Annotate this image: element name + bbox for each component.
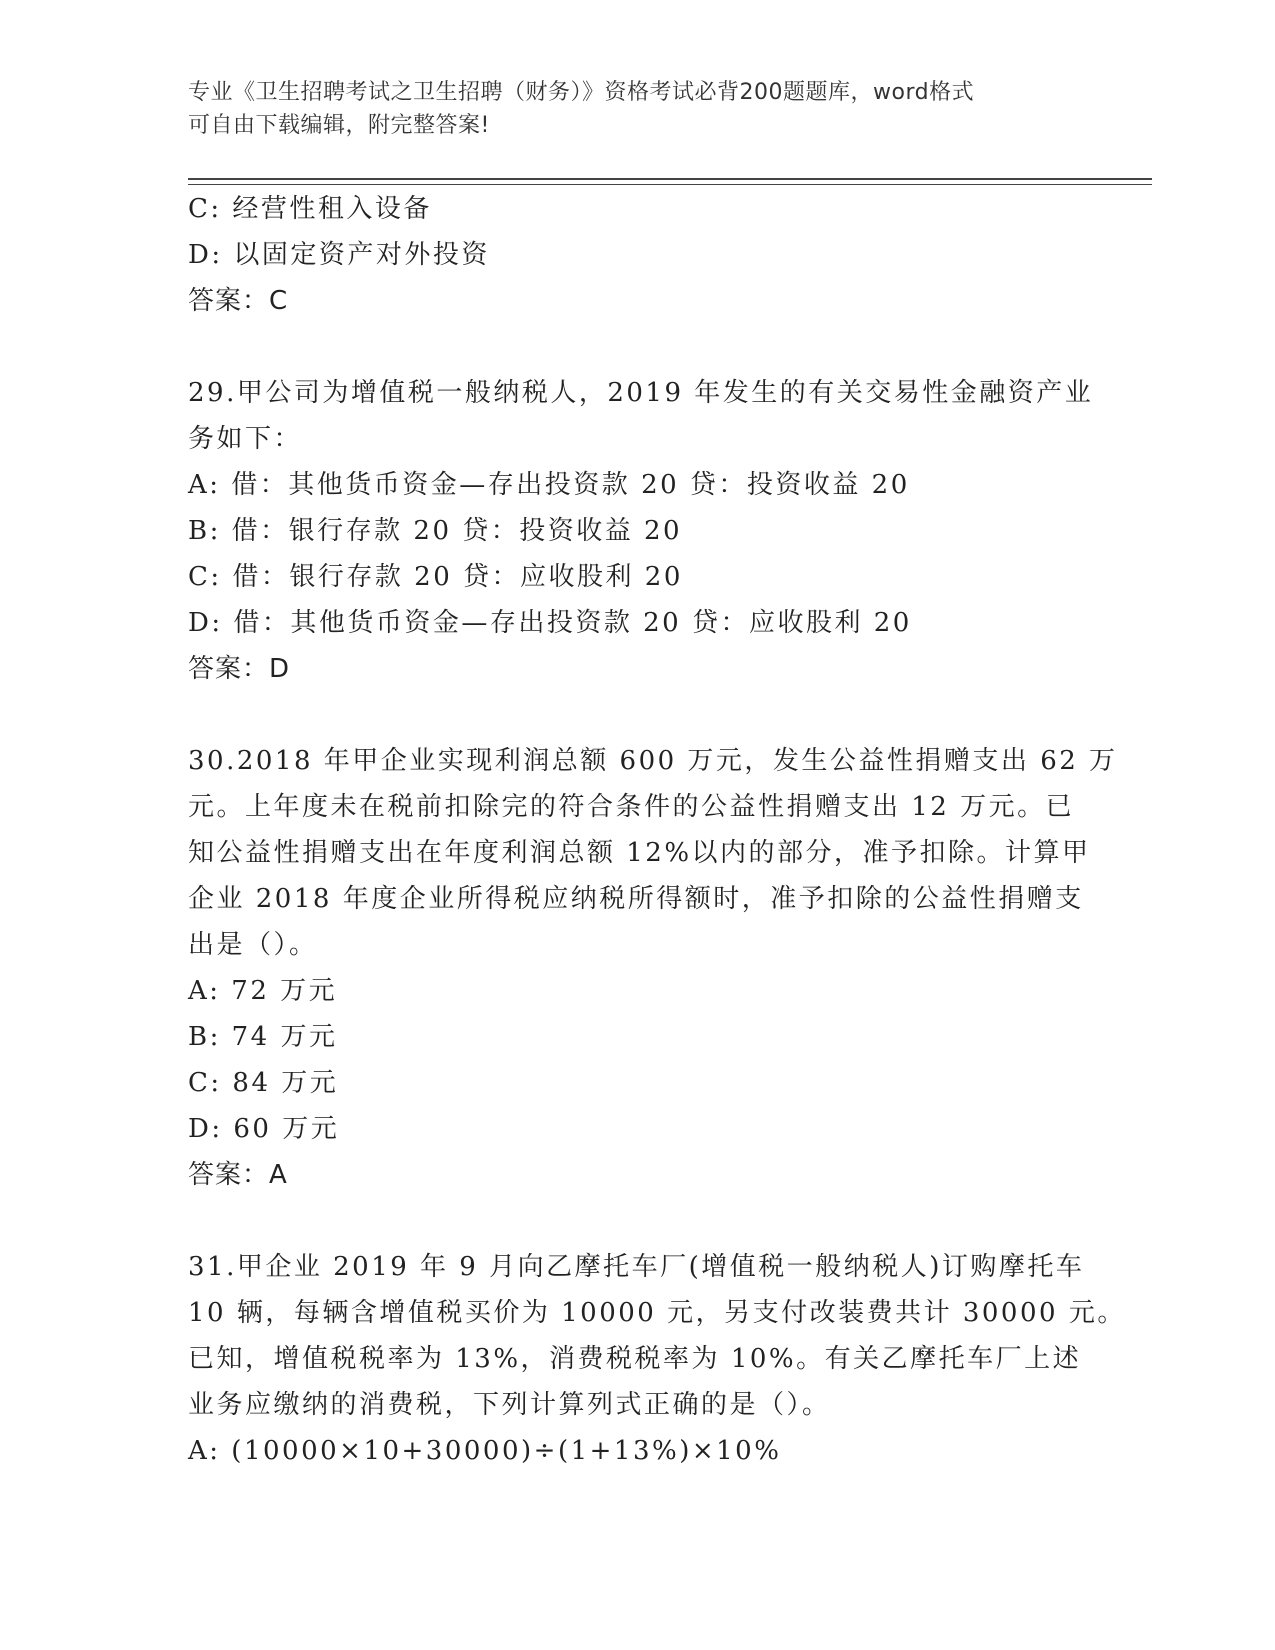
option-a: A: (10000×10+30000)÷(1+13%)×10%: [188, 1436, 782, 1466]
answer-label: 答案：D: [188, 654, 291, 684]
option-d: D: 60 万元: [188, 1114, 340, 1144]
header-rule-thick: [188, 178, 1152, 180]
question-30: [188, 738, 1118, 1198]
header-title-line-1: 专业《卫生招聘考试之卫生招聘（财务）》资格考试必背200题题库，word格式: [188, 80, 975, 105]
option-d: D: 以固定资产对外投资: [188, 240, 490, 270]
question-stem-line: 出是（）。: [188, 930, 318, 960]
option-a: A: 借：其他货币资金—存出投资款 20 贷：投资收益 20: [188, 470, 910, 500]
header-title-line-2: 可自由下载编辑，附完整答案!: [188, 113, 490, 138]
question-29: [188, 370, 1094, 692]
option-b: B: 74 万元: [188, 1022, 338, 1052]
option-c: C: 借：银行存款 20 贷：应收股利 20: [188, 562, 683, 592]
question-stem-line: 30.2018 年甲企业实现利润总额 600 万元，发生公益性捐赠支出 62 万: [188, 746, 1118, 776]
option-c: C: 84 万元: [188, 1068, 339, 1098]
question-stem-line: 知公益性捐赠支出在年度利润总额 12%以内的部分，准予扣除。计算甲: [188, 838, 1091, 868]
question-stem-line: 10 辆，每辆含增值税买价为 10000 元，另支付改装费共计 30000 元。: [188, 1298, 1126, 1328]
page-header: [188, 76, 1088, 142]
question-stem-line: 企业 2018 年度企业所得税应纳税所得额时，准予扣除的公益性捐赠支: [188, 884, 1084, 914]
question-stem-line: 已知，增值税税率为 13%，消费税税率为 10%。有关乙摩托车厂上述: [188, 1344, 1082, 1374]
question-stem-line: 29.甲公司为增值税一般纳税人，2019 年发生的有关交易性金融资产业: [188, 378, 1094, 408]
spacer: [188, 1198, 1088, 1244]
header-rule-thin: [188, 184, 1152, 185]
question-stem-line: 业务应缴纳的消费税，下列计算列式正确的是（）。: [188, 1390, 831, 1420]
option-d: D: 借：其他货币资金—存出投资款 20 贷：应收股利 20: [188, 608, 912, 638]
question-28-tail: [188, 186, 1088, 324]
question-stem-line: 务如下：: [188, 424, 303, 454]
document-body: [188, 186, 1126, 1474]
spacer: [188, 692, 1088, 738]
option-c: C: 经营性租入设备: [188, 194, 432, 224]
question-stem-line: 元。上年度未在税前扣除完的符合条件的公益性捐赠支出 12 万元。已: [188, 792, 1075, 822]
option-b: B: 借：银行存款 20 贷：投资收益 20: [188, 516, 683, 546]
question-stem-line: 31.甲企业 2019 年 9 月向乙摩托车厂(增值税一般纳税人)订购摩托车: [188, 1252, 1085, 1282]
question-31: [188, 1244, 1126, 1474]
answer-label: 答案：A: [188, 1160, 288, 1190]
option-a: A: 72 万元: [188, 976, 338, 1006]
answer-label: 答案：C: [188, 286, 289, 316]
spacer: [188, 324, 1088, 370]
